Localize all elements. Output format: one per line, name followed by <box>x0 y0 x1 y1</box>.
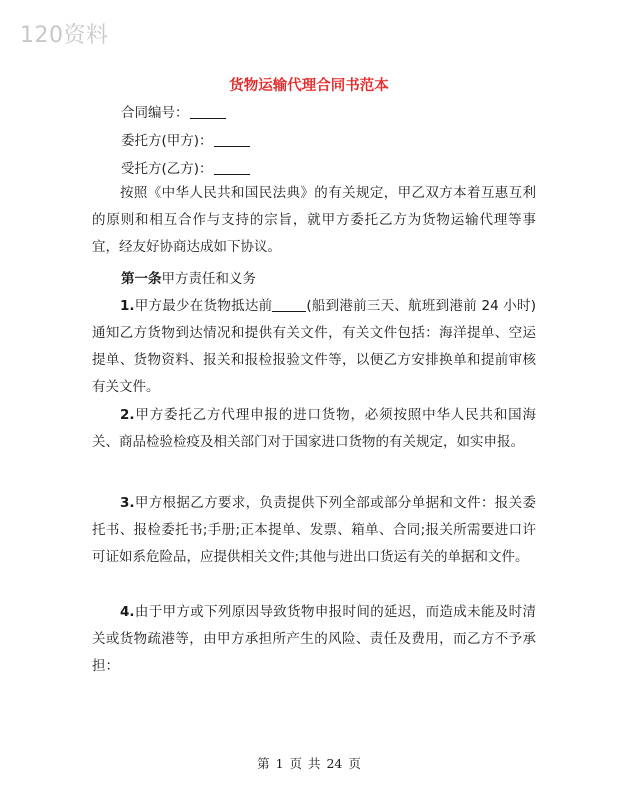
clause-1 <box>92 293 536 401</box>
clause-1-text-after: (船到港前三天、航班到港前 24 小时)通知乙方货物到达情况和提供有关文件，有关文件包括：海洋提单、空运提单、货物资料、报关和报检报验文件等，以便乙方安排换单和提前审核有关文件。 <box>92 298 537 395</box>
clause-1-number: 1. <box>120 298 135 314</box>
article-1-text: 甲方责任和义务 <box>161 271 256 287</box>
clause-1-text-before: 甲方最少在货物抵达前 <box>134 298 273 314</box>
party-b-blank <box>214 160 250 175</box>
clause-3-text: 甲方根据乙方要求，负责提供下列全部或部分单据和文件：报关委托书、报检委托书;手册;正本提单、发票、箱单、合同;报关所需要进口许可证如系危险品，应提供相关文件;其他与进出口货运有关的单据和文件。 <box>92 495 536 565</box>
clause-4 <box>92 599 536 680</box>
contract-number-blank <box>190 104 226 119</box>
clause-4-number: 4. <box>120 604 135 620</box>
clause-3 <box>92 490 536 571</box>
document-title: 货物运输代理合同书范本 <box>229 78 389 94</box>
contract-number-label: 合同编号： <box>121 105 189 121</box>
intro-paragraph: 按照《中华人民共和国民法典》的有关规定，甲乙双方本着互惠互利的原则和相互合作与支持的宗旨，就甲方委托乙方为货物运输代理等事宜，经友好协商达成如下协议。 <box>92 185 536 255</box>
clause-2 <box>92 402 536 456</box>
article-1-heading <box>121 270 256 288</box>
article-1-label: 第一条 <box>121 271 162 287</box>
party-a-blank <box>214 132 250 147</box>
watermark: 120资料 <box>20 23 109 48</box>
party-a-label: 委托方(甲方)： <box>121 133 213 149</box>
page-footer: 第 1 页 共 24 页 <box>257 756 361 771</box>
contract-number-field <box>121 104 226 122</box>
clause-3-number: 3. <box>120 495 135 511</box>
clause-2-text: 甲方委托乙方代理申报的进口货物，必须按照中华人民共和国海关、商品检验检疫及相关部门对于国家进口货物的有关规定，如实申报。 <box>92 407 536 450</box>
party-b-label: 受托方(乙方)： <box>121 161 213 177</box>
party-a-field <box>121 132 250 150</box>
clause-1-blank <box>272 297 306 312</box>
party-b-field <box>121 160 250 178</box>
clause-2-number: 2. <box>120 407 135 423</box>
clause-4-text: 由于甲方或下列原因导致货物申报时间的延迟，而造成未能及时清关或货物疏港等，由甲方承担所产生的风险、责任及费用，而乙方不予承担： <box>92 604 536 674</box>
